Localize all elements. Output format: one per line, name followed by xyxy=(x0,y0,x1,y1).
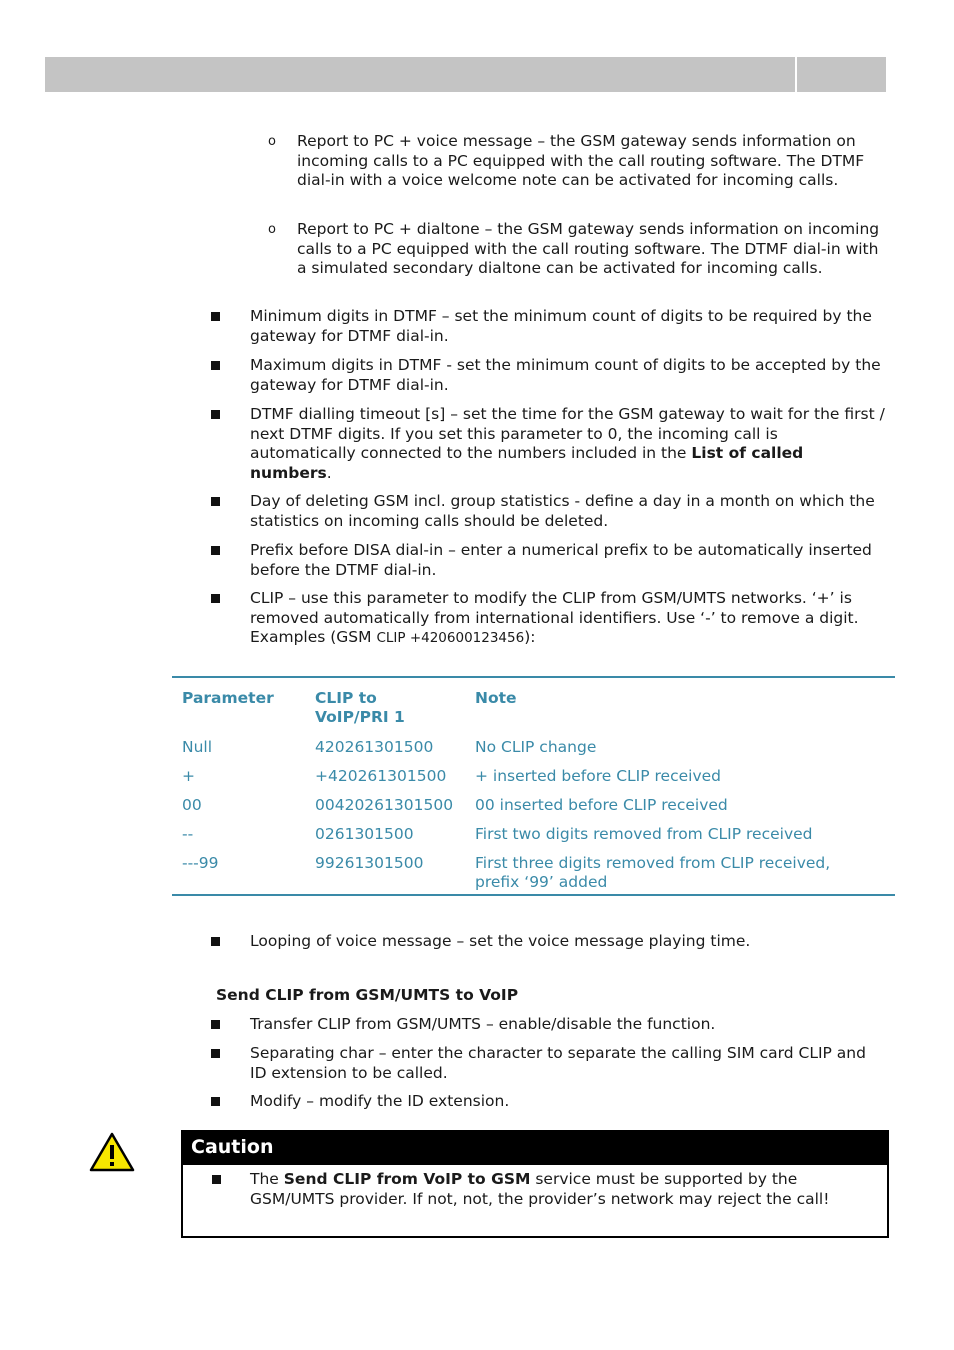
circle-bullet-icon: o xyxy=(268,134,276,149)
square-bullet-icon xyxy=(211,361,220,370)
table-cell: First three digits removed from CLIP received, prefix ‘99’ added xyxy=(475,854,831,891)
table-cell: + xyxy=(182,767,195,785)
circle-bullet-icon: o xyxy=(268,222,276,237)
table-cell: No CLIP change xyxy=(475,738,597,756)
caution-text: The Send CLIP from VoIP to GSM service must be supported by the GSM/UMTS provider. If not, not, the provider’s network may reject the call! xyxy=(250,1170,850,1209)
square-bullet-icon xyxy=(211,1097,220,1106)
section-title: Send CLIP from GSM/UMTS to VoIP xyxy=(216,986,519,1004)
square-bullet-icon xyxy=(211,546,220,555)
table-cell: 99261301500 xyxy=(315,854,424,872)
caution-box xyxy=(181,1130,889,1238)
table-cell: 00 xyxy=(182,796,202,814)
list-item: Transfer CLIP from GSM/UMTS – enable/disable the function. xyxy=(250,1015,885,1035)
square-bullet-icon xyxy=(211,594,220,603)
list-item: Modify – modify the ID extension. xyxy=(250,1092,885,1112)
page-header-bar xyxy=(45,57,795,92)
table-cell: 0261301500 xyxy=(315,825,414,843)
table-cell: 00 inserted before CLIP received xyxy=(475,796,728,814)
sub-list-item: o Report to PC + voice message – the GSM gateway sends information on incoming calls to a PC equipped with the call routing software. The DTMF dial-in with a voice welcome note can be activated for incoming calls. xyxy=(268,132,865,189)
table-cell: ---99 xyxy=(182,854,219,872)
table-header-note: Note xyxy=(475,689,517,707)
list-item-dtmf-timeout: DTMF dialling timeout [s] – set the time for the GSM gateway to wait for the first / next DTMF digits. If you set this parameter to 0, the incoming call is automatically connected to the numbers included in the List of called numbers. xyxy=(250,405,885,483)
square-bullet-icon xyxy=(212,1175,221,1184)
square-bullet-icon xyxy=(211,937,220,946)
table-cell: 420261301500 xyxy=(315,738,434,756)
sub-list-item: o Report to PC + dialtone – the GSM gateway sends information on incoming calls to a PC equipped with the call routing software. The DTMF dial-in with a simulated secondary dialtone can be activated for incoming calls. xyxy=(268,220,880,277)
table-header-clip: CLIP to VoIP/PRI 1 xyxy=(315,689,405,726)
table-cell: +420261301500 xyxy=(315,767,447,785)
warning-icon xyxy=(89,1132,135,1172)
list-item-looping: Looping of voice message – set the voice message playing time. xyxy=(250,932,885,952)
page-number-box xyxy=(797,57,886,92)
list-item: Day of deleting GSM incl. group statistics - define a day in a month on which the statistics on incoming calls should be deleted. xyxy=(250,492,885,531)
list-item: Prefix before DISA dial-in – enter a numerical prefix to be automatically inserted before the DTMF dial-in. xyxy=(250,541,885,580)
square-bullet-icon xyxy=(211,497,220,506)
list-item: Minimum digits in DTMF – set the minimum count of digits to be required by the gateway for DTMF dial-in. xyxy=(250,307,885,346)
table-cell: First two digits removed from CLIP received xyxy=(475,825,813,843)
square-bullet-icon xyxy=(211,1049,220,1058)
list-item: Separating char – enter the character to separate the calling SIM card CLIP and ID extension to be called. xyxy=(250,1044,885,1083)
clip-table xyxy=(172,676,895,896)
table-header-parameter: Parameter xyxy=(182,689,274,707)
square-bullet-icon xyxy=(211,312,220,321)
table-cell: + inserted before CLIP received xyxy=(475,767,722,785)
square-bullet-icon xyxy=(211,410,220,419)
list-item-clip: CLIP – use this parameter to modify the CLIP from GSM/UMTS networks. ‘+’ is removed automatically from international identifiers. Use ‘-’ to remove a digit. Examples (GSM CLIP +420600123456): xyxy=(250,589,885,649)
table-cell: Null xyxy=(182,738,213,756)
table-cell: -- xyxy=(182,825,194,843)
table-cell: 00420261301500 xyxy=(315,796,454,814)
square-bullet-icon xyxy=(211,1020,220,1029)
list-item: Maximum digits in DTMF - set the minimum count of digits to be accepted by the gateway for DTMF dial-in. xyxy=(250,356,885,395)
caution-title: Caution xyxy=(183,1132,887,1165)
